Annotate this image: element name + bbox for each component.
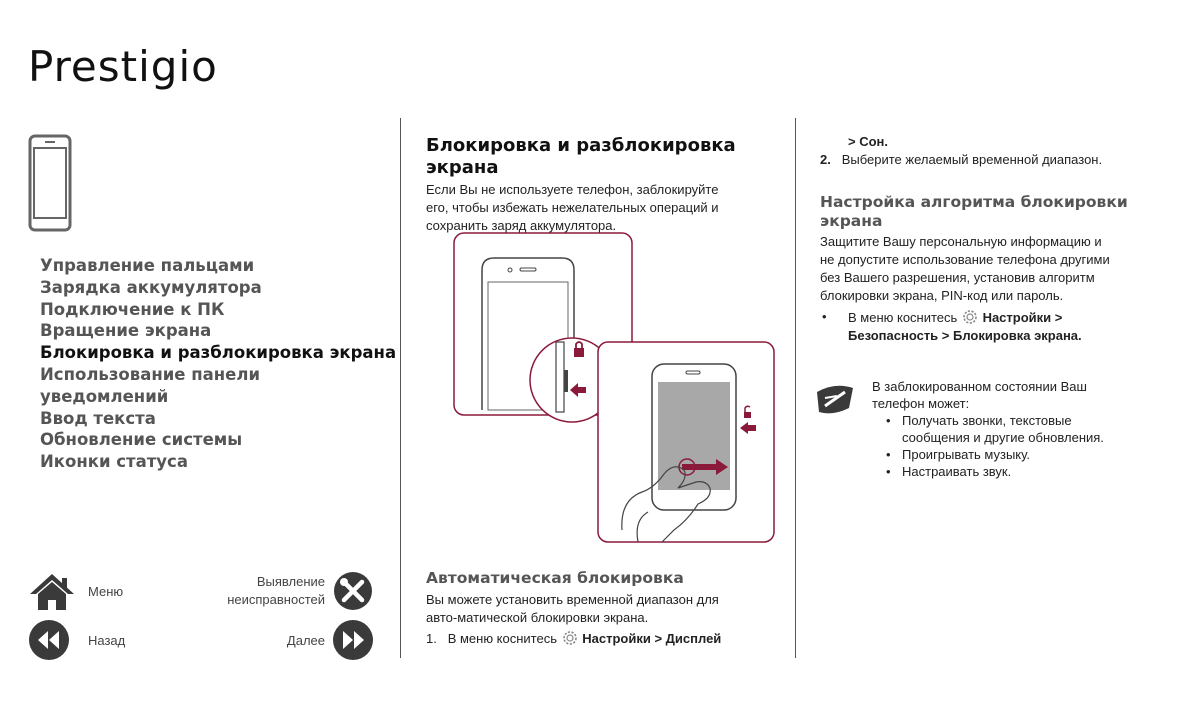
- lock-illustration: [452, 230, 776, 544]
- section-pattern-line1: Защитите Вашу персональную информацию и: [820, 234, 1102, 249]
- section-auto-continued: [820, 133, 1180, 169]
- note-item-text: Настраивать звук.: [902, 464, 1012, 479]
- note-item-text: Проигрывать музыку.: [902, 447, 1030, 462]
- step1-path: Настройки > Дисплей: [582, 631, 722, 646]
- toc-item-notification-panel-cont[interactable]: уведомлений: [40, 386, 169, 406]
- note-pencil-icon: [815, 382, 855, 418]
- table-of-contents: [40, 255, 396, 473]
- toc-item-pc-connection[interactable]: Подключение к ПК: [40, 299, 225, 319]
- section-pattern-title-line2: экрана: [820, 212, 883, 230]
- list-item: [884, 446, 1182, 463]
- brand-logo: Prestigio: [28, 42, 218, 91]
- section-auto-body: [426, 591, 776, 648]
- toc-item-notification-panel[interactable]: Использование панели: [40, 364, 261, 384]
- list-item: [884, 463, 1182, 480]
- section-lock-title-line2: экрана: [426, 157, 499, 178]
- section-pattern-title: [820, 193, 1170, 231]
- section-auto-step2: [820, 151, 1180, 169]
- section-auto-line1: Вы можете установить временной диапазон для: [426, 592, 719, 607]
- step1-path-end: > Сон.: [848, 134, 888, 149]
- section-pattern-body: [820, 233, 1180, 345]
- column-divider-left: [400, 118, 401, 658]
- section-lock-intro: [426, 181, 771, 235]
- toc-item-system-update[interactable]: Обновление системы: [40, 430, 243, 450]
- nav-back-label[interactable]: Назад: [88, 633, 126, 648]
- section-lock-line3: сохранить заряд аккумулятора.: [426, 218, 617, 233]
- toc-item-lock-unlock[interactable]: Блокировка и разблокировка экрана: [40, 343, 397, 363]
- note-intro-line2: телефон может:: [872, 396, 970, 411]
- settings-gear-icon: [561, 629, 579, 647]
- home-icon[interactable]: [28, 572, 76, 612]
- nav-next-label[interactable]: Далее: [286, 633, 325, 648]
- section-lock-title-line1: Блокировка и разблокировка: [426, 135, 736, 156]
- toc-item-status-icons[interactable]: Иконки статуса: [40, 452, 188, 472]
- toc-item-rotation[interactable]: Вращение экрана: [40, 321, 212, 341]
- section-pattern-line4: блокировки экрана, PIN-код или пароль.: [820, 288, 1064, 303]
- section-pattern-list: [820, 308, 1180, 345]
- list-item: [884, 412, 1182, 446]
- note-item-text: Получать звонки, текстовые: [902, 413, 1072, 428]
- column-divider-right: [795, 118, 796, 658]
- pattern-bullet-text: В меню коснитесь: [848, 310, 958, 325]
- step2-number: 2.: [820, 152, 831, 167]
- step1-text: В меню коснитесь: [447, 631, 557, 646]
- tools-icon[interactable]: [333, 571, 373, 611]
- section-auto-title: Автоматическая блокировка: [426, 569, 684, 587]
- list-item: [820, 308, 1180, 345]
- section-pattern-line3: без Вашего разрешения, установив алгоритм: [820, 270, 1095, 285]
- toc-item-charging[interactable]: Зарядка аккумулятора: [40, 277, 262, 297]
- toc-item-text-input[interactable]: Ввод текста: [40, 408, 156, 428]
- back-icon[interactable]: [28, 619, 70, 661]
- section-pattern-line2: не допустите использование телефона другими: [820, 252, 1110, 267]
- section-lock-line2: его, чтобы избежать нежелательных операций и: [426, 200, 719, 215]
- next-icon[interactable]: [332, 619, 374, 661]
- step2-text: Выберите желаемый временной диапазон.: [841, 152, 1103, 167]
- section-lock-line1: Если Вы не используете телефон, заблокируйте: [426, 182, 719, 197]
- settings-gear-icon: [961, 308, 979, 326]
- nav-menu-label[interactable]: Меню: [88, 584, 124, 599]
- note-intro-line1: В заблокированном состоянии Ваш: [872, 379, 1087, 394]
- section-auto-line2: авто-матической блокировки экрана.: [426, 610, 649, 625]
- section-lock-title: [426, 135, 756, 179]
- step1-continued: [820, 133, 1180, 151]
- note-list: [884, 412, 1182, 480]
- section-pattern-title-line1: Настройка алгоритма блокировки: [820, 193, 1128, 211]
- note-item-text-cont: сообщения и другие обновления.: [902, 430, 1104, 445]
- nav-troubleshoot-label[interactable]: [200, 573, 325, 609]
- pattern-bullet-path1: Настройки >: [982, 310, 1063, 325]
- phone-icon: [28, 134, 72, 232]
- section-auto-step1: [426, 629, 776, 648]
- step1-number: 1.: [426, 631, 437, 646]
- nav-troubleshoot-line1: Выявление: [256, 574, 325, 589]
- note-box: [872, 378, 1182, 480]
- pattern-bullet-path2: Безопасность > Блокировка экрана.: [848, 328, 1082, 343]
- toc-item-gestures[interactable]: Управление пальцами: [40, 256, 255, 275]
- nav-troubleshoot-line2: неисправностей: [227, 592, 325, 607]
